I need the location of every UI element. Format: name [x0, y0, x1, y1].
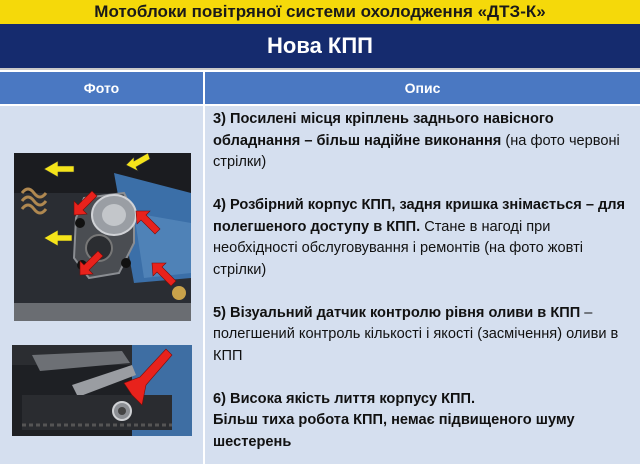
description-item-4: 4) Розбірний корпус КПП, задня кришка знімається – для полегшеного доступу в КПП. Стане в нагоді при необхідності обслуговування і ремонтів (на фото жовті стрілки)	[213, 197, 626, 278]
gearbox-photo-2	[12, 345, 192, 436]
top-banner	[0, 0, 640, 24]
description-item-6: 6) Висока якість лиття корпусу КПП. Більш тиха робота КПП, немає підвищеного шуму шестерень	[213, 390, 575, 450]
description-cell	[205, 106, 640, 464]
info-table	[0, 72, 640, 464]
column-header-description: Опис	[205, 72, 640, 104]
page-title: Нова КПП	[267, 33, 373, 58]
gearbox-photo-1	[14, 153, 191, 321]
title-bar	[0, 24, 640, 70]
description-item-3: 3) Посилені місця кріплень заднього навісного обладнання – більш надійне виконання (на фото червоні стрілки)	[213, 111, 620, 170]
photo-cell	[0, 106, 203, 464]
description-item-5: 5) Візуальний датчик контролю рівня оливи в КПП – полегшений контроль кількості і якості (засмічення) оливи в КПП	[213, 304, 619, 364]
description-text	[213, 109, 633, 475]
banner-text: Мотоблоки повітряної системи охолодження «ДТЗ-К»	[94, 2, 546, 21]
column-header-photo: Фото	[0, 72, 203, 104]
